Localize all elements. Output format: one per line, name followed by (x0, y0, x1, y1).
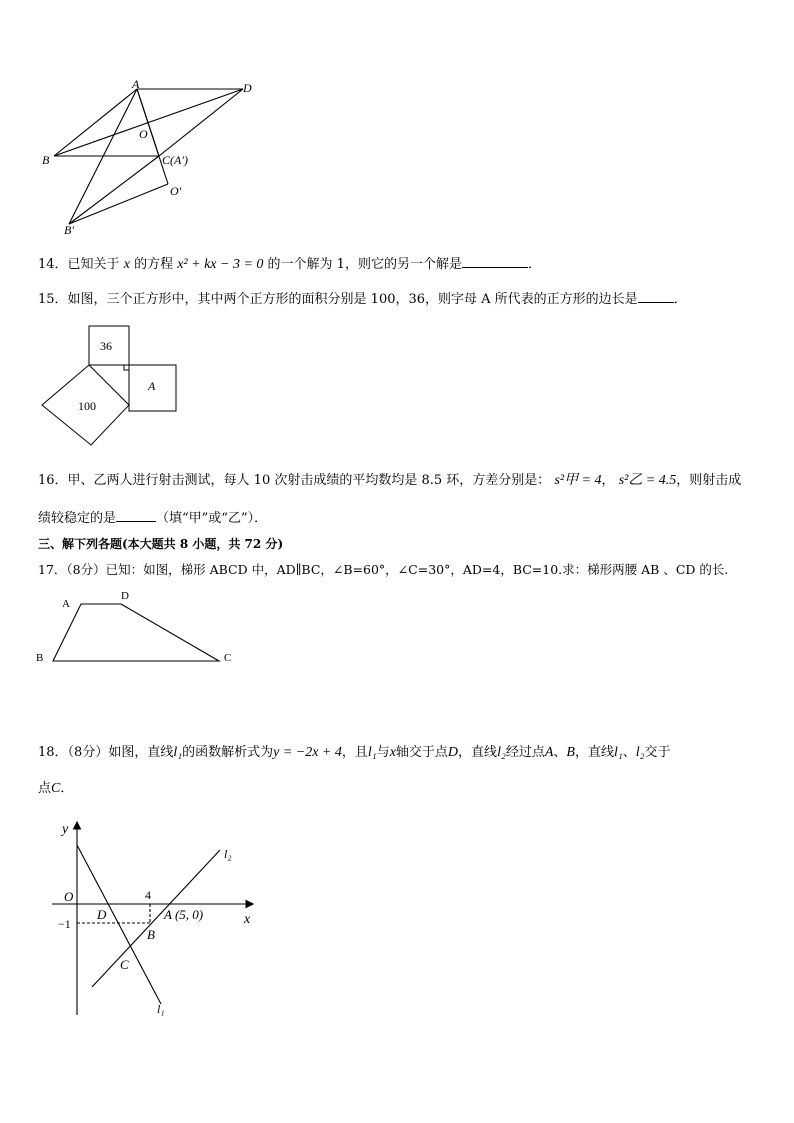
square-top-label: 36 (100, 339, 112, 353)
variance-jia: s²甲 = 4 (554, 473, 602, 488)
line-l2-label: l₂ (224, 847, 232, 861)
point-B-label: B (147, 927, 155, 942)
trap-label-D: D (121, 590, 129, 602)
axis-x-label: x (244, 912, 251, 927)
q17-figure (34, 590, 244, 670)
tick-neg1-label: −1 (58, 917, 71, 931)
q16-answer-blank[interactable] (116, 509, 156, 522)
q14-equation: x² + kx − 3 = 0 (177, 257, 264, 272)
q18-line2: 点C． (38, 781, 74, 796)
q18-function: y = −2x + 4 (273, 745, 342, 760)
q18-line1: 18．（8分）如图，直线l₁的函数解析式为y = −2x + 4，且l₁与x轴交于点D，直线l₂经过点A、B，直线l₁、l₂交于 (38, 745, 671, 760)
q14-line: 14．已知关于 x 的方程 x² + kx − 3 = 0 的一个解为 1，则它的另一个解是 ． (38, 257, 541, 272)
origin-label: O (64, 889, 74, 904)
axis-y-label: y (62, 822, 69, 837)
q15-answer-blank[interactable] (638, 290, 674, 303)
point-A-label: A (5, 0) (164, 907, 204, 922)
q15-figure (38, 318, 188, 458)
label-O-prime: O′ (170, 184, 182, 198)
q15-line: 15．如图，三个正方形中，其中两个正方形的面积分别是 100，36，则字母 A 所代表的正方形的边长是 ． (38, 292, 687, 307)
variance-yi: s²乙 = 4.5 (618, 473, 677, 488)
tick-4-label: 4 (145, 888, 151, 902)
q16-line1: 16．甲、乙两人进行射击测试，每人 10 次射击成绩的平均数均是 8.5 环，方差分别是： s²甲 = 4， s²乙 = 4.5，则射击成 (38, 473, 742, 488)
label-B-prime: B′ (64, 223, 74, 237)
trap-label-C: C (224, 652, 232, 664)
label-B: B (42, 153, 50, 167)
section3-title: 三、解下列各题(本大题共 8 小题，共 72 分) (38, 537, 284, 551)
q17-line: 17．（8分）已知：如图，梯形 ABCD 中，AD∥BC，∠B=60°，∠C=30°，AD=4，BC=10.求：梯形两腰 AB 、CD 的长. (38, 562, 729, 577)
label-D: D (243, 81, 252, 95)
trap-label-A: A (62, 598, 70, 610)
q18-figure (30, 815, 270, 1020)
square-left-label: 100 (78, 399, 96, 413)
point-C-label: C (120, 957, 129, 972)
label-A: A (132, 78, 140, 91)
q14-answer-blank[interactable] (462, 255, 528, 268)
trap-label-B: B (36, 652, 44, 664)
q13-figure (38, 78, 268, 238)
square-right-label: A (148, 379, 156, 393)
label-O: O (139, 127, 148, 141)
label-C: C(A′) (162, 153, 188, 167)
line-l1-label: l₁ (157, 1002, 165, 1016)
q16-line2: 绩较稳定的是 （填“甲”或“乙”）． (38, 511, 268, 526)
point-D-label: D (97, 907, 107, 922)
